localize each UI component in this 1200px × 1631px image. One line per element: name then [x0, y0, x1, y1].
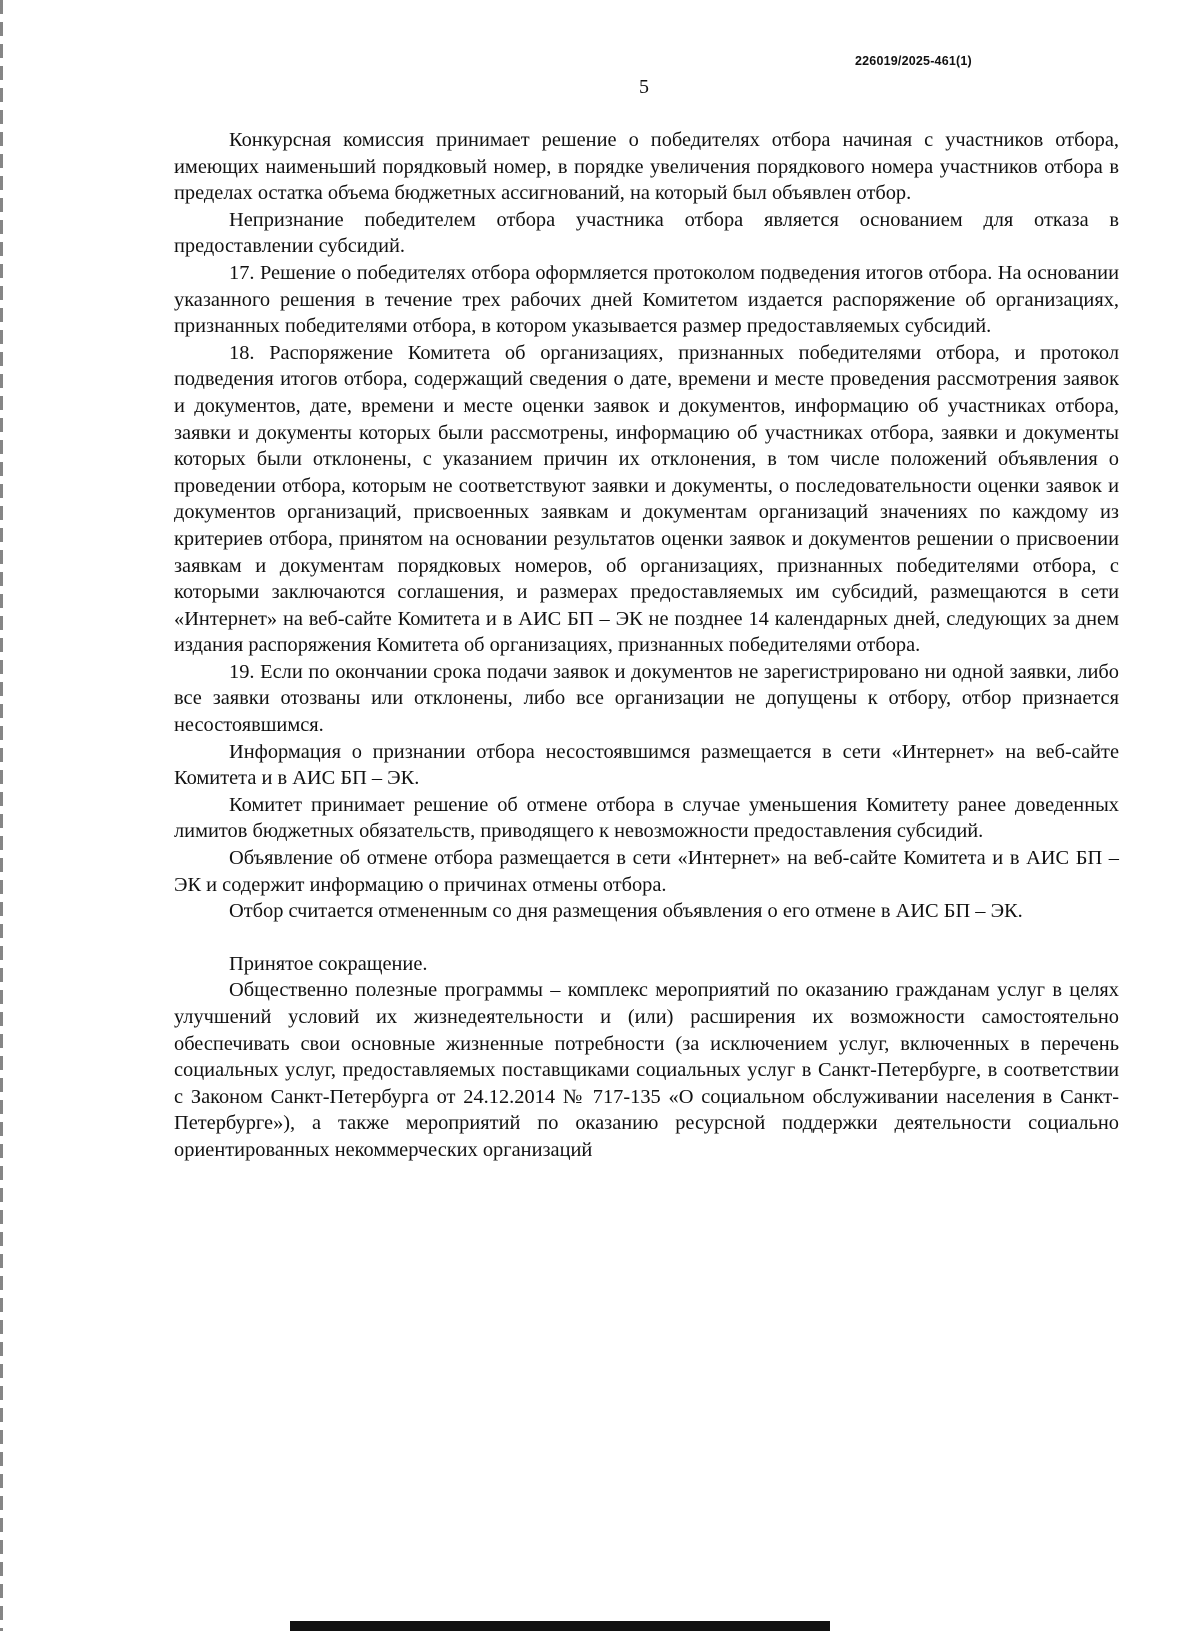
- paragraph-19: 19. Если по окончании срока подачи заявок и документов не зарегистрировано ни одной заявки, либо все заявки отозваны или отклонены, либо все организации не допущены к отбору, отбор признается несостоявшимся.: [174, 660, 1119, 737]
- paragraph-17: 17. Решение о победителях отбора оформляется протоколом подведения итогов отбора. На основании указанного решения в течение трех рабочих дней Комитетом издается распоряжение об организациях, признанных победителями отбора, в котором указывается размер предоставляемых субсидий.: [174, 261, 1119, 338]
- paragraph-non-recognition: Непризнание победителем отбора участника отбора является основанием для отказа в предоставлении субсидий.: [174, 208, 1119, 258]
- paragraph-commission-decision: Конкурсная комиссия принимает решение о победителях отбора начиная с участников отбора, имеющих наименьший порядковый номер, в порядке увеличения порядкового номера участников отбора в пределах остатка объема бюджетных ассигнований, на который был объявлен отбор.: [174, 129, 1119, 205]
- paragraph-cancellation-decision: Комитет принимает решение об отмене отбора в случае уменьшения Комитету ранее доведенных лимитов бюджетных обязательств, приводящего к невозможности предоставления субсидий.: [174, 793, 1119, 843]
- section-spacer: [174, 925, 1119, 951]
- paragraph-cancellation-effective: Отбор считается отмененным со дня размещения объявления о его отмене в АИС БП – ЭК.: [229, 900, 1023, 923]
- scan-bottom-bar: [290, 1621, 830, 1631]
- paragraph-cancellation-announcement: Объявление об отмене отбора размещается в сети «Интернет» на веб-сайте Комитета и в АИС БП – ЭК и содержит информацию о причинах отмены отбора.: [174, 847, 1119, 896]
- page-number: 5: [639, 76, 649, 98]
- paragraph-18: 18. Распоряжение Комитета об организациях, признанных победителями отбора, и протокол подведения итогов отбора, содержащий сведения о дате, времени и месте проведения рассмотрения заявок и документов, дате, времени и месте оценки заявок и документов, информацию об участниках отбора, заявки и документы которых были рассмотрены, информацию об участниках отбора, заявки и документы которых были отклонены, с указанием причин их отклонения, в том числе положений объявления о проведении отбора, которым не соответствуют заявки и документы, о последовательности оценки заявок и документов организаций, присвоенных заявкам и документам организаций значениях по каждому из критериев отбора, принятом на основании результатов оценки заявок и документов решении о присвоении заявкам и документам порядковых номеров, об организациях, признанных победителями отбора, с которыми заключаются соглашения, и размерах предоставляемых им субсидий, размещаются в сети «Интернет» на веб-сайте Комитета и в АИС БП – ЭК не позднее 14 календарных дней, следующих за днем издания распоряжения Комитета об организациях, признанных победителями отбора.: [174, 341, 1119, 657]
- document-id: 226019/2025-461(1): [855, 54, 972, 68]
- paragraph-failed-selection-info: Информация о признании отбора несостоявшимся размещается в сети «Интернет» на веб-сайте Комитета и в АИС БП – ЭК.: [174, 740, 1119, 790]
- abbreviation-heading: Принятое сокращение.: [229, 952, 428, 975]
- document-body: [174, 127, 1119, 1164]
- scan-edge-marks: [0, 0, 3, 1631]
- abbreviation-definition: Общественно полезные программы – комплекс мероприятий по оказанию гражданам услуг в целях улучшений условий их жизнедеятельности и (или) расширения их возможности самостоятельно обеспечивать свои основные жизненные потребности (за исключением услуг, включенных в перечень социальных услуг, предоставляемых поставщиками социальных услуг в Санкт-Петербурге, в соответствии с Законом Санкт-Петербурга от 24.12.2014 № 717-135 «О социальном обслуживании населения в Санкт-Петербурге»), а также мероприятий по оказанию ресурсной поддержки деятельности социально ориентированных некоммерческих организаций: [174, 979, 1119, 1161]
